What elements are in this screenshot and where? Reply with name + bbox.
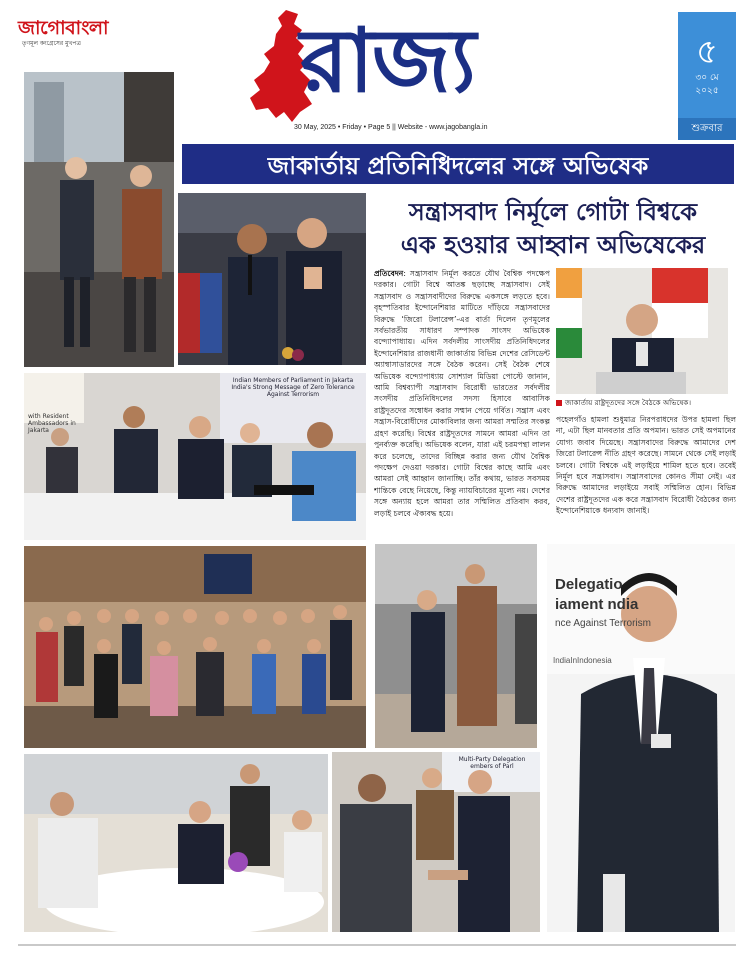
lunch-banner-subtitle: embers of Parl bbox=[470, 763, 514, 770]
photo-meeting-table bbox=[24, 373, 366, 540]
headline-line-1: সন্ত্রাসবাদ নির্মূলে গোটা বিশ্বকে bbox=[408, 198, 698, 226]
article-body-2: পহেলগাঁও হামলা শুধুমাত্র নিরপরাধদের উপর হামলা ছিল না, এটা ছিল মানবতার প্রতি অপমান। ভারত সেই অপমানের যোগ্য জবাব দিয়েছে। সন্ত্রাসবাদের বিরুদ্ধে আমাদের দেশ জিরো টলারেন্স নীতি গ্রহণ করেছে। সামনে থেকে সেই লড়াই চলবে। গোটা বিশ্বকে এই লড়াইয়ে শামিল হতে হবে। তবেই নির্মূল হবে সন্ত্রাসবাদ। সন্ত্রাসবাদের কোনও সীমা নেই। এর বিরুদ্ধে আমাদের লড়াইয়ে সবাই সম্মিলিত হোন। বিভিন্ন দেশের রাষ্ট্রদূতদের এক করে সন্ত্রাসবাদ বিরোধী বৈঠকের জন্য ইন্দোনেশিয়াকে ধন্যবাদ জানাই। bbox=[556, 415, 736, 516]
photo-abhishek-seated bbox=[556, 268, 728, 394]
meeting-banner-subtitle: India's Strong Message of Zero Tolerance Against Terrorism bbox=[231, 384, 355, 398]
publisher-tagline: তৃণমূল কংগ্রেসের মুখপত্র bbox=[22, 40, 81, 47]
page-number: ৫ bbox=[695, 32, 719, 72]
year-text: ২০২৫ bbox=[695, 86, 719, 96]
photo-walking-lobby bbox=[24, 72, 174, 367]
caption-text: জাকার্তায় রাষ্ট্রদূতদের সঙ্গে বৈঠকে অভিষেক। bbox=[565, 398, 692, 407]
photo-group bbox=[24, 546, 366, 748]
photo-speakers bbox=[178, 193, 366, 365]
section-headline-band: জাকার্তায় প্রতিনিধিদলের সঙ্গে অভিষেক bbox=[180, 142, 736, 186]
article-lead: প্রতিবেদন bbox=[374, 269, 404, 278]
photo-corridor bbox=[375, 544, 537, 748]
photo-caption bbox=[556, 398, 736, 410]
dateline: 30 May, 2025 • Friday • Page 5 || Website - www.jagobangla.in bbox=[294, 124, 488, 131]
photo-lunch bbox=[24, 754, 328, 932]
portrait-banner-2: iament ndia bbox=[555, 596, 639, 613]
bottom-rule bbox=[18, 944, 736, 946]
date-text: ৩০ মে bbox=[695, 73, 719, 83]
photo-portrait bbox=[547, 544, 735, 932]
article-body-1: : সন্ত্রাসবাদ নির্মূল করতে যৌথ বৈশ্বিক পদক্ষেপ দরকার। গোটা বিশ্বে আতঙ্ক ছড়াচ্ছে সন্ত্রাসবাদ। সেই সন্ত্রাসবাদ ও সন্ত্রাসবাদীদের বিরুদ্ধে একসঙ্গে লড়তে হবে। বৃহস্পতিবার ইন্দোনেশিয়ার মাটিতে দাঁড়িয়ে সন্ত্রাসবাদের বিরুদ্ধে ‘জিরো টলারেন্স’-এর বার্তা দিলেন তৃণমূলের সর্বভারতীয় সাধারণ সম্পাদক সাংসদ অভিষেক বন্দ্যোপাধ্যায়। এদিন সর্বদলীয় সাংসদীয় প্রতিনিধিদলের ইন্দোনেশিয়ার রাজধানী জাকার্তায় বিভিন্ন দেশের রেসিডেন্ট অ্যাম্বাসাডারদের সঙ্গে বৈঠক করেন। সেই বৈঠক শেষে অভিষেক বন্দ্যোপাধ্যায় সোশ্যাল মিডিয়া পোস্টে জানান, আমি বিশ্বব্যাপী সন্ত্রাসবাদ বিরোধী ভারতের সর্বদলীয় সংসদীয় প্রতিনিধিদলের সদস্য হিসাবে আবাসিক রাষ্ট্রদূতদের সম্বোধন করার সম্মান পেয়ে গর্বিত। সন্ত্রাস এবং সন্ত্রাস-বিরোধীদের মোকাবিলার জন্য আমরা সম্মতির সংকল্প গ্রহণ করেছি। বিশ্বের রাষ্ট্রদূতদের সামনে আমরা এদিন তা পুনর্ব্যক্ত করেছি। অভিষেক বলেন, যারা এই চরমপন্থা লালন করে চলেছে, তাদের বিচ্ছিন্ন করার জন্য যৌথ বৈশ্বিক পদক্ষেপ দেওয়া দরকার। গোটা বিশ্বের কাছে আমি এবং আমরা সেই আহ্বান জানাচ্ছি। তাঁর কথায়, ভারত সবসময় শান্তিকে বেছে নিয়েছে, কিন্তু ন্যায়বিচারের মূল্যে নয়। দেশের সঙ্গে অন্যায় হলে আমরা তার সম্মিলিত প্রতিবাদ করব, লড়াই চলবে ঐক্যবদ্ধ হয়ে। bbox=[374, 269, 550, 518]
placard-text: with Resident Ambassadors in Jakarta bbox=[28, 413, 76, 434]
main-headline bbox=[372, 196, 734, 262]
headline-line-2: এক হওয়ার আহ্বান অভিষেকের bbox=[400, 231, 706, 259]
date-box bbox=[678, 12, 736, 140]
article-column-2 bbox=[556, 414, 736, 538]
publisher-logo: জাগোবাংলা bbox=[18, 17, 109, 39]
meeting-banner-text bbox=[220, 377, 366, 398]
photo-greeting bbox=[332, 752, 540, 932]
article-column-1 bbox=[374, 268, 550, 540]
portrait-banner-3: nce Against Terrorism bbox=[555, 618, 651, 629]
day-text: শুক্রবার bbox=[678, 118, 736, 140]
caption-marker bbox=[556, 400, 562, 406]
lunch-banner-title: Multi-Party Delegation bbox=[458, 756, 526, 763]
lunch-banner bbox=[444, 756, 540, 770]
meeting-banner-title: Indian Members of Parliament in Jakarta bbox=[232, 377, 354, 384]
newspaper-title: রাজ্য bbox=[300, 8, 475, 112]
portrait-banner-4: IndiaInIndonesia bbox=[553, 656, 612, 665]
portrait-banner-1: Delegatio bbox=[555, 576, 623, 593]
